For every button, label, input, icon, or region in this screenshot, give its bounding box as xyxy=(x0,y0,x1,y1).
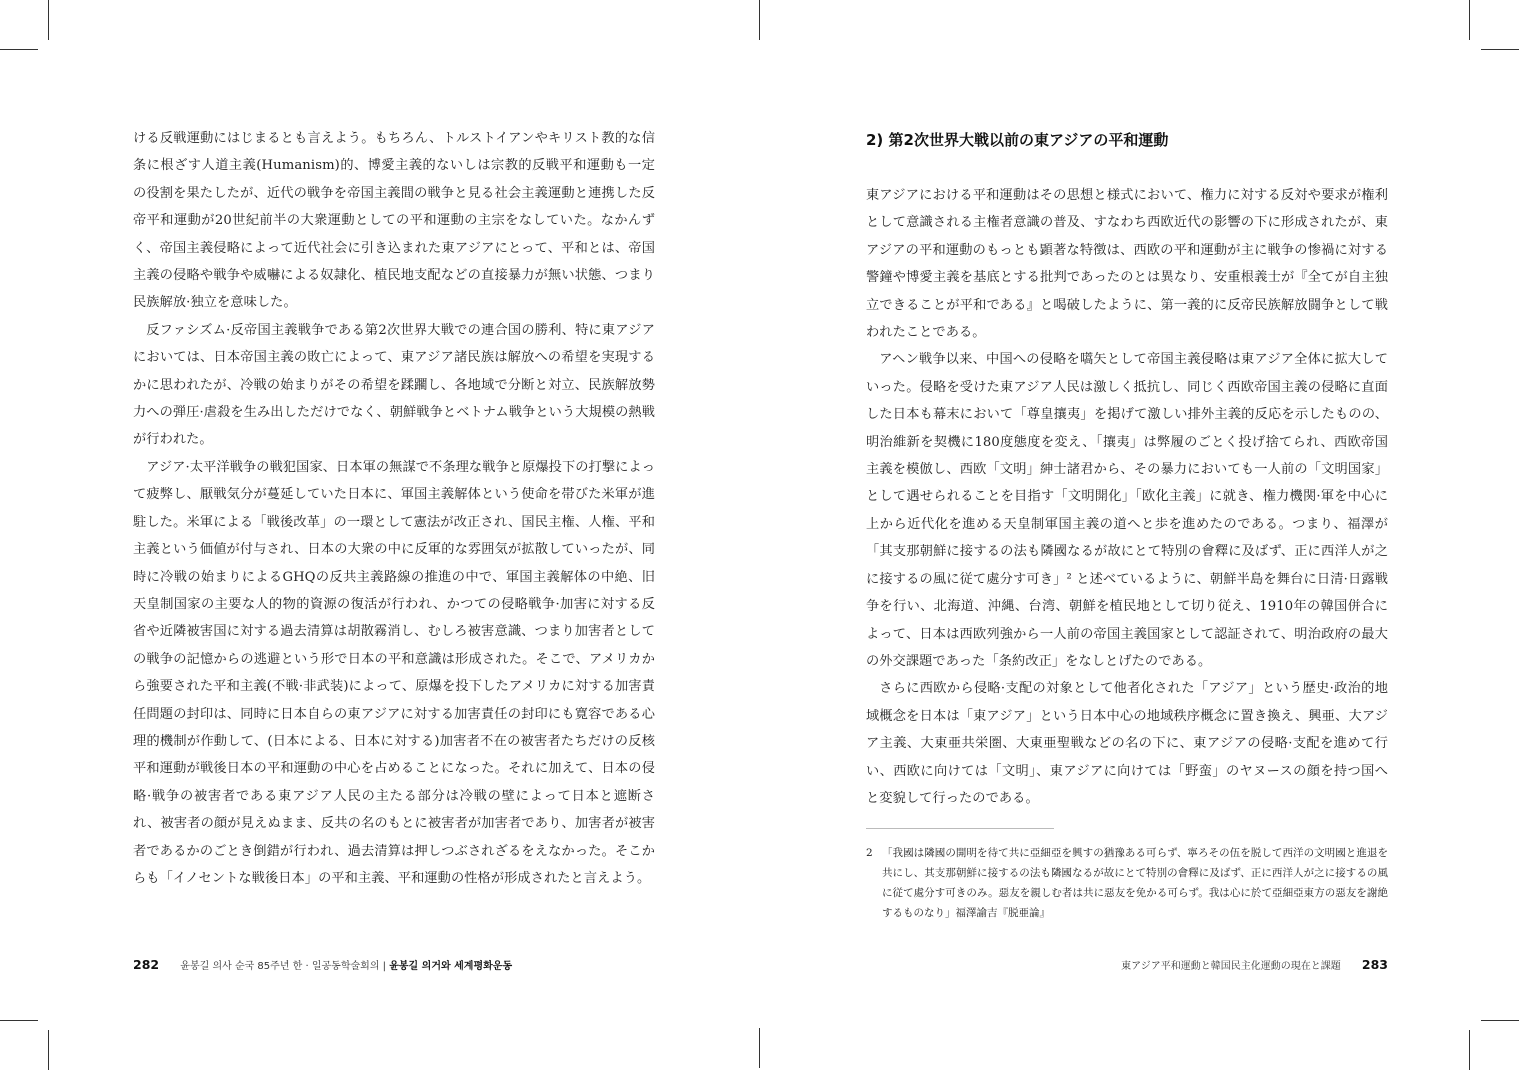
running-title: 東アジア平和運動と韓国民主化運動の現在と課題 xyxy=(1121,961,1341,972)
paragraph: ける反戦運動にはじまるとも言えよう。もちろん、トルストイアンやキリスト教的な信条に根ざす人道主義(Humanism)的、博愛主義的ないしは宗教的反戦平和運動も一定の役割を果たしたが、近代の戦争を帝国主義間の戦争と見る社会主義運動と連携した反帝平和運動が20世紀前半の大衆運動としての平和運動の主宗をなしていた。なかんずく、帝国主義侵略によって近代社会に引き込まれた東アジアにとって、平和とは、帝国主義の侵略や戦争や威嚇による奴隷化、植民地支配などの直接暴力が無い状態、つまり民族解放·独立を意味した。 xyxy=(133,131,655,311)
crop-mark xyxy=(1481,1020,1519,1021)
crop-mark xyxy=(48,0,49,40)
paragraph: アヘン戦争以来、中国への侵略を嚆矢として帝国主義侵略は東アジア全体に拡大していった。侵略を受けた東アジア人民は激しく抵抗し、同じく西欧帝国主義の侵略に直面した日本も幕末において「尊皇攘夷」を掲げて激しい排外主義的反応を示したものの、明治維新を契機に180度態度を変え、「攘夷」は弊履のごとく投げ捨てられ、西欧帝国主義を模倣し、西欧「文明」紳士諸君から、その暴力においても一人前の「文明国家」として遇せられることを目指す「文明開化」「欧化主義」に就き、権力機関·軍を中心に上から近代化を進める天皇制軍国主義の道へと歩を進めたのである。つまり、福澤が「其支那朝鮮に接するの法も隣國なるが故にとて特別の會釋に及ばず、正に西洋人が之に接するの風に従て處分す可き」² と述べているように、朝鮮半島を舞台に日清·日露戦争を行い、北海道、沖縄、台湾、朝鮮を植民地として切り従え、1910年の韓国併合によって、日本は西欧列強から一人前の帝国主義国家として認証されて、明治政府の最大の外交課題であった「条約改正」をなしとげたのである。 xyxy=(866,352,1388,669)
right-page xyxy=(866,125,1388,812)
crop-mark xyxy=(759,0,760,40)
paragraph: 東アジアにおける平和運動はその思想と様式において、権力に対する反対や要求が権利として意識される主権者意識の普及、すなわち西欧近代の影響の下に形成されたが、東アジアの平和運動のもっとも顕著な特徴は、西欧の平和運動が主に戦争の惨禍に対する警鐘や博愛主義を基底とする批判であったのとは異なり、安重根義士が『全てが自主独立できることが平和である』と喝破したように、第一義的に反帝民族解放闘争として戦われたことである。 xyxy=(866,188,1388,341)
crop-mark xyxy=(0,1020,38,1021)
page-number: 282 xyxy=(133,957,160,972)
page-number: 283 xyxy=(1361,957,1388,972)
crop-mark xyxy=(759,1028,760,1068)
footnote-rule xyxy=(866,828,1054,829)
footnote-number: 2 xyxy=(866,847,873,859)
footer-left xyxy=(133,957,512,972)
section-heading: 2) 第2次世界大戦以前の東アジアの平和運動 xyxy=(866,131,1169,149)
paragraph: アジア·太平洋戦争の戦犯国家、日本軍の無謀で不条理な戦争と原爆投下の打撃によって疲弊し、厭戦気分が蔓延していた日本に、軍国主義解体という使命を帯びた米軍が進駐した。米軍による「戦後改革」の一環として憲法が改正され、国民主権、人権、平和主義という価値が付与され、日本の大衆の中に反軍的な雰囲気が拡散していったが、同時に冷戦の始まりによるGHQの反共主義路線の推進の中で、軍国主義解体の中絶、旧天皇制国家の主要な人的物的資源の復活が行われ、かつての侵略戦争·加害に対する反省や近隣被害国に対する過去清算は胡散霧消し、むしろ被害意識、つまり加害者としての戦争の記憶からの逃避という形で日本の平和意識は形成された。そこで、アメリカから強要された平和主義(不戦·非武装)によって、原爆を投下したアメリカに対する加害責任問題の封印は、同時に日本自らの東アジアに対する加害責任の封印にも寛容である心理的機制が作動して、(日本による、日本に対する)加害者不在の被害者たちだけの反核平和運動が戦後日本の平和運動の中心を占めることになった。それに加えて、日本の侵略·戦争の被害者である東アジア人民の主たる部分は冷戦の壁によって日本と遮断され、被害者の顔が見えぬまま、反共の名のもとに被害者が加害者であり、加害者が被害者であるかのごとき倒錯が行われ、過去清算は押しつぶされざるをえなかった。そこからも「イノセントな戦後日本」の平和主義、平和運動の性格が形成されたと言えよう。 xyxy=(133,459,655,886)
footer-right xyxy=(1121,957,1388,972)
left-page xyxy=(133,125,655,892)
crop-mark xyxy=(1469,1030,1470,1070)
crop-mark xyxy=(0,49,38,50)
footer-series: 윤봉길 의사 순국 85주년 한 · 일공동학술회의 | xyxy=(180,961,387,972)
paragraph: 反ファシズム·反帝国主義戦争である第2次世界大戦での連合国の勝利、特に東アジアにおいては、日本帝国主義の敗亡によって、東アジア諸民族は解放への希望を実現するかに思われたが、冷戦の始まりがその希望を蹂躙し、各地域で分断と対立、民族解放勢力への弾圧·虐殺を生み出しただけでなく、朝鮮戦争とベトナム戦争という大規模の熱戦が行われた。 xyxy=(133,322,655,448)
crop-mark xyxy=(1481,49,1519,50)
footnote xyxy=(866,843,1388,923)
crop-mark xyxy=(48,1030,49,1070)
footnote-text: 「我國は隣國の開明を待て共に亞細亞を興すの猶豫ある可らず、寧ろその伍を脱して西洋の文明國と進退を共にし、其支那朝鮮に接するの法も隣國なるが故にとて特別の會釋に及ばず、正に西洋人が之に接するの風に従て處分す可きのみ。惡友を親しむ者は共に惡友を免かる可らず。我は心に於て亞細亞東方の惡友を謝絶するものなり」福澤諭吉『脱亜論』 xyxy=(882,847,1388,919)
paragraph: さらに西欧から侵略·支配の対象として他者化された「アジア」という歴史·政治的地域概念を日本は「東アジア」という日本中心の地域秩序概念に置き換え、興亜、大アジア主義、大東亜共栄圏、大東亜聖戦などの名の下に、東アジアの侵略·支配を進めて行い、西欧に向けては「文明」、東アジアに向けては「野蛮」のヤヌースの顔を持つ国へと変貌して行ったのである。 xyxy=(866,681,1388,806)
crop-mark xyxy=(1469,0,1470,40)
footer-title: 윤봉길 의거와 세계평화운동 xyxy=(389,961,513,972)
